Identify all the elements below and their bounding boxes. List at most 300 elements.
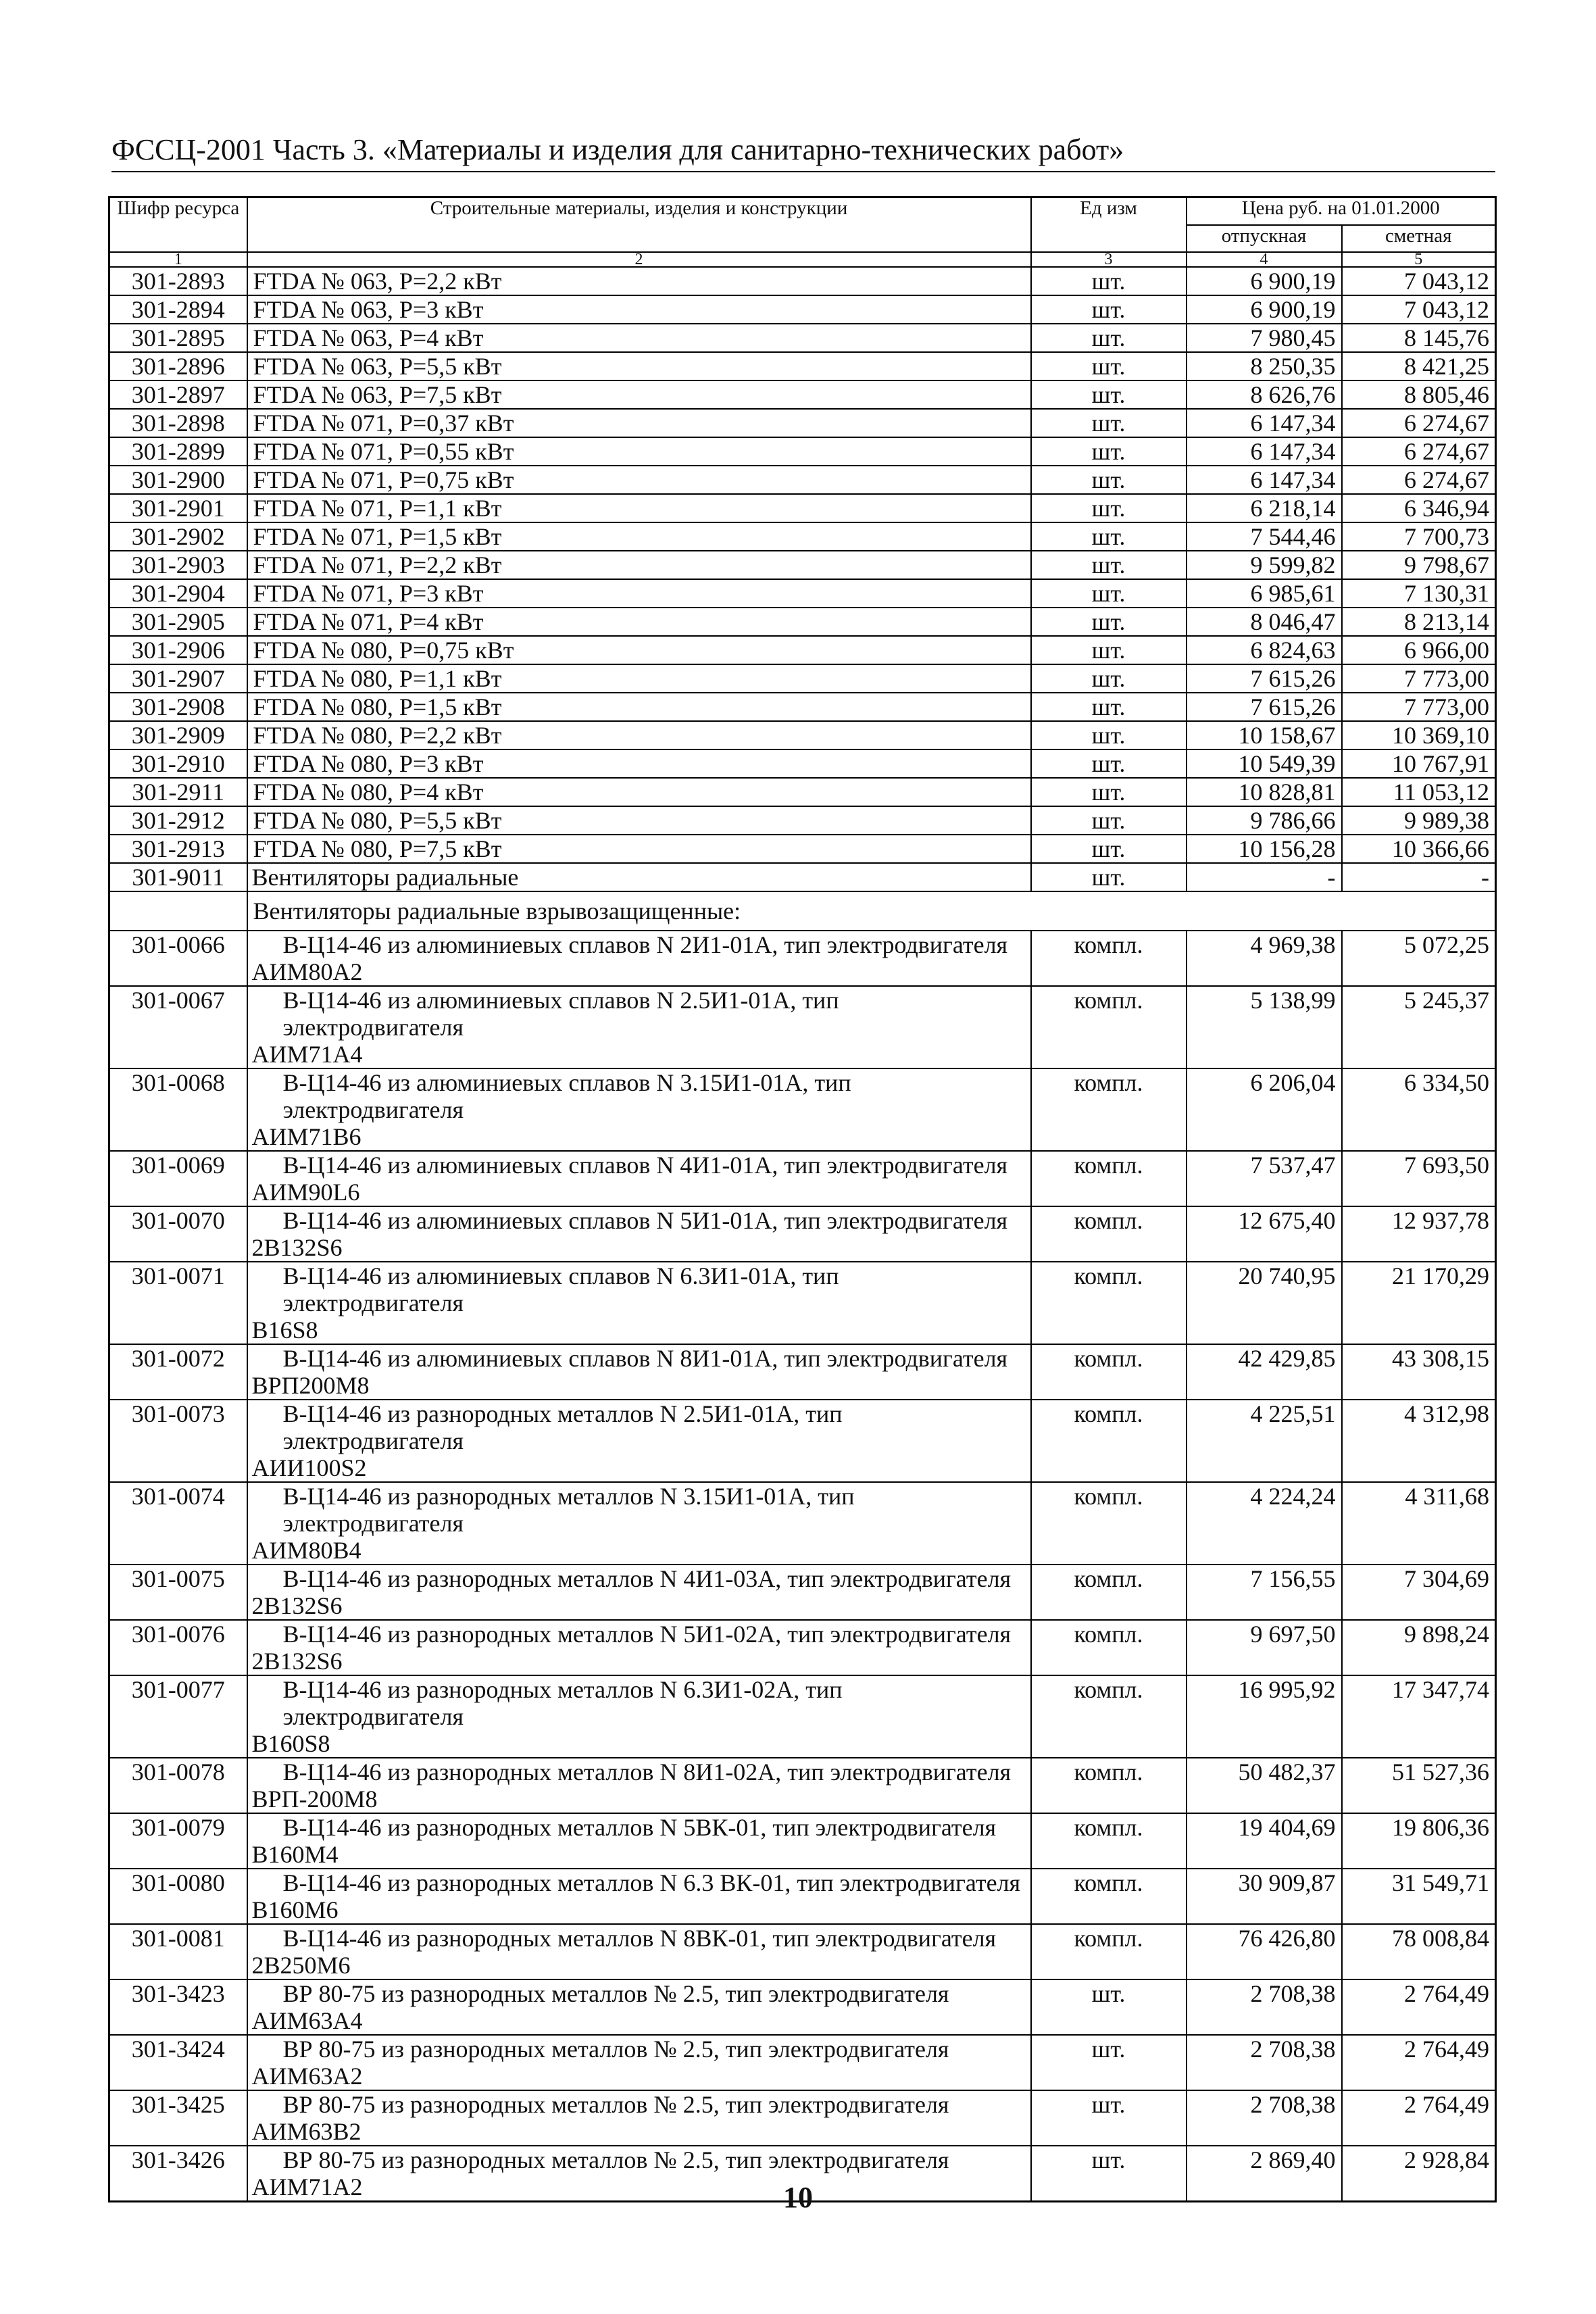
table-row	[109, 1482, 1496, 1565]
material-name-line1: ВР 80-75 из разнородных металлов № 2.5, тип электродвигателя	[282, 2035, 949, 2063]
table-row	[109, 1620, 1496, 1675]
material-name-line1: В-Ц14-46 из алюминиевых сплавов N 5И1-01А, тип электродвигателя	[282, 1206, 1008, 1234]
motor-type: 2В132S6	[251, 1592, 343, 1619]
resource-code: 301-2912	[109, 806, 247, 835]
unit: компл.	[1031, 1482, 1187, 1565]
material-name: FTDA № 071, P=0,55 кВт	[247, 437, 1031, 466]
unit: шт.	[1031, 2146, 1187, 2202]
material-name: FTDA № 071, P=4 кВт	[247, 608, 1031, 636]
page-number: 10	[783, 2181, 813, 2214]
release-price: 8 046,47	[1187, 608, 1342, 636]
unit: компл.	[1031, 1151, 1187, 1206]
release-price: 7 544,46	[1187, 522, 1342, 551]
table-row	[109, 1400, 1496, 1482]
release-price: 30 909,87	[1187, 1869, 1342, 1924]
resource-code: 301-3424	[109, 2035, 247, 2090]
material-name	[247, 2035, 1031, 2090]
motor-type: 2В250М6	[251, 1951, 351, 1979]
estimate-price: 9 798,67	[1342, 551, 1496, 579]
motor-type: АИМ80А2	[251, 958, 363, 985]
release-price: 8 626,76	[1187, 380, 1342, 409]
table-row	[109, 1675, 1496, 1758]
material-name-line1: В-Ц14-46 из алюминиевых сплавов N 4И1-01А, тип электродвигателя	[282, 1151, 1008, 1179]
release-price: 9 786,66	[1187, 806, 1342, 835]
estimate-price: 12 937,78	[1342, 1206, 1496, 1262]
release-price: 7 156,55	[1187, 1565, 1342, 1620]
material-name	[247, 2090, 1031, 2146]
material-name: FTDA № 071, P=0,75 кВт	[247, 466, 1031, 494]
resource-code: 301-2910	[109, 749, 247, 778]
resource-code: 301-0076	[109, 1620, 247, 1675]
unit: шт.	[1031, 551, 1187, 579]
resource-code: 301-2909	[109, 721, 247, 749]
material-name: FTDA № 071, P=1,1 кВт	[247, 494, 1031, 522]
material-name: FTDA № 071, P=0,37 кВт	[247, 409, 1031, 437]
estimate-price: 6 274,67	[1342, 466, 1496, 494]
estimate-price: 6 334,50	[1342, 1068, 1496, 1151]
unit: компл.	[1031, 1400, 1187, 1482]
unit: шт.	[1031, 522, 1187, 551]
unit: шт.	[1031, 267, 1187, 295]
unit: компл.	[1031, 931, 1187, 986]
material-name	[247, 1924, 1031, 1979]
estimate-price: 6 274,67	[1342, 409, 1496, 437]
estimate-price: 78 008,84	[1342, 1924, 1496, 1979]
material-name: FTDA № 063, P=3 кВт	[247, 295, 1031, 324]
table-row	[109, 551, 1496, 579]
resource-code: 301-2904	[109, 579, 247, 608]
table-row	[109, 749, 1496, 778]
release-price: 10 828,81	[1187, 778, 1342, 806]
material-name: FTDA № 080, P=2,2 кВт	[247, 721, 1031, 749]
title-rule	[111, 171, 1495, 172]
material-name	[247, 1675, 1031, 1758]
resource-code: 301-0070	[109, 1206, 247, 1262]
estimate-price: 10 366,66	[1342, 835, 1496, 863]
resource-code: 301-0073	[109, 1400, 247, 1482]
estimate-price: 43 308,15	[1342, 1344, 1496, 1400]
unit: шт.	[1031, 863, 1187, 891]
estimate-price: 6 346,94	[1342, 494, 1496, 522]
unit: компл.	[1031, 1924, 1187, 1979]
resource-code: 301-2900	[109, 466, 247, 494]
resource-code: 301-0075	[109, 1565, 247, 1620]
estimate-price: 6 966,00	[1342, 636, 1496, 664]
material-name: FTDA № 071, P=2,2 кВт	[247, 551, 1031, 579]
resource-code: 301-0077	[109, 1675, 247, 1758]
table-row	[109, 721, 1496, 749]
resource-code: 301-3423	[109, 1979, 247, 2035]
resource-code: 301-2902	[109, 522, 247, 551]
material-name	[247, 1620, 1031, 1675]
motor-type: АИМ63В2	[251, 2117, 361, 2145]
resource-code: 301-2895	[109, 324, 247, 352]
resource-code: 301-0074	[109, 1482, 247, 1565]
resource-code: 301-2906	[109, 636, 247, 664]
unit: шт.	[1031, 778, 1187, 806]
table-row	[109, 931, 1496, 986]
estimate-price: 9 898,24	[1342, 1620, 1496, 1675]
unit: компл.	[1031, 1869, 1187, 1924]
resource-code: 301-2894	[109, 295, 247, 324]
release-price: 9 697,50	[1187, 1620, 1342, 1675]
unit: шт.	[1031, 636, 1187, 664]
table-row	[109, 1813, 1496, 1869]
unit: компл.	[1031, 1565, 1187, 1620]
motor-type: АИМ90L6	[251, 1178, 360, 1206]
material-name: FTDA № 080, P=0,75 кВт	[247, 636, 1031, 664]
material-name: FTDA № 080, P=3 кВт	[247, 749, 1031, 778]
release-price: 2 708,38	[1187, 2090, 1342, 2146]
release-price: 2 708,38	[1187, 1979, 1342, 2035]
material-name	[247, 1482, 1031, 1565]
estimate-price: 4 312,98	[1342, 1400, 1496, 1482]
release-price: 6 147,34	[1187, 437, 1342, 466]
resource-code: 301-0066	[109, 931, 247, 986]
material-name-line1: ВР 80-75 из разнородных металлов № 2.5, тип электродвигателя	[282, 2090, 949, 2118]
unit: шт.	[1031, 664, 1187, 693]
table-row	[109, 380, 1496, 409]
material-name	[247, 1344, 1031, 1400]
estimate-price: 8 421,25	[1342, 352, 1496, 380]
resource-code: 301-2907	[109, 664, 247, 693]
motor-type: ВРП-200М8	[251, 1785, 378, 1813]
motor-type: АИМ71В6	[251, 1123, 361, 1150]
table-row	[109, 352, 1496, 380]
unit: шт.	[1031, 466, 1187, 494]
release-price: 8 250,35	[1187, 352, 1342, 380]
unit: шт.	[1031, 380, 1187, 409]
table-row	[109, 2035, 1496, 2090]
release-price: 2 708,38	[1187, 2035, 1342, 2090]
unit: компл.	[1031, 1344, 1187, 1400]
motor-type: АИМ71А4	[251, 1040, 363, 1068]
table-row	[109, 1068, 1496, 1151]
release-price: 7 615,26	[1187, 693, 1342, 721]
column-number: 1	[109, 252, 247, 267]
material-name	[247, 1068, 1031, 1151]
material-name-line1: В-Ц14-46 из алюминиевых сплавов N 3.15И1-01А, тип электродвигателя	[282, 1068, 851, 1123]
release-price: 2 869,40	[1187, 2146, 1342, 2202]
header-estimate-price: сметная	[1342, 225, 1496, 252]
material-name: FTDA № 080, P=1,1 кВт	[247, 664, 1031, 693]
estimate-price: 2 764,49	[1342, 1979, 1496, 2035]
table-row	[109, 1758, 1496, 1813]
unit: шт.	[1031, 352, 1187, 380]
table-row	[109, 863, 1496, 891]
release-price: -	[1187, 863, 1342, 891]
section-title: Вентиляторы радиальные взрывозащищенные:	[247, 891, 1496, 931]
release-price: 42 429,85	[1187, 1344, 1342, 1400]
table-row	[109, 2090, 1496, 2146]
unit: компл.	[1031, 1206, 1187, 1262]
resource-code: 301-2913	[109, 835, 247, 863]
resource-code: 301-0072	[109, 1344, 247, 1400]
resource-code: 301-2905	[109, 608, 247, 636]
resource-code: 301-3425	[109, 2090, 247, 2146]
estimate-price: 2 928,84	[1342, 2146, 1496, 2202]
table-row	[109, 437, 1496, 466]
release-price: 19 404,69	[1187, 1813, 1342, 1869]
estimate-price: 7 693,50	[1342, 1151, 1496, 1206]
column-number: 2	[247, 252, 1031, 267]
release-price: 6 218,14	[1187, 494, 1342, 522]
release-price: 4 224,24	[1187, 1482, 1342, 1565]
unit: компл.	[1031, 1262, 1187, 1344]
material-name: FTDA № 063, P=2,2 кВт	[247, 267, 1031, 295]
estimate-price: 6 274,67	[1342, 437, 1496, 466]
material-name-line1: В-Ц14-46 из разнородных металлов N 3.15И1-01А, тип электродвигателя	[282, 1482, 855, 1537]
resource-code: 301-0071	[109, 1262, 247, 1344]
table-row	[109, 835, 1496, 863]
release-price: 10 158,67	[1187, 721, 1342, 749]
motor-type: 2В132S6	[251, 1647, 343, 1675]
header-unit: Ед изм	[1031, 197, 1187, 252]
material-name	[247, 1206, 1031, 1262]
material-name: FTDA № 080, P=1,5 кВт	[247, 693, 1031, 721]
material-name	[247, 1151, 1031, 1206]
estimate-price: 7 043,12	[1342, 295, 1496, 324]
resource-code: 301-9011	[109, 863, 247, 891]
motor-type: АИИ100S2	[251, 1454, 367, 1481]
motor-type: АИМ63А4	[251, 2007, 363, 2034]
material-name: FTDA № 080, P=7,5 кВт	[247, 835, 1031, 863]
material-name	[247, 1565, 1031, 1620]
resource-code: 301-3426	[109, 2146, 247, 2202]
resource-code: 301-0080	[109, 1869, 247, 1924]
material-name	[247, 931, 1031, 986]
material-name	[247, 1758, 1031, 1813]
estimate-price: 7 130,31	[1342, 579, 1496, 608]
material-name	[247, 1813, 1031, 1869]
estimate-price: 7 773,00	[1342, 693, 1496, 721]
release-price: 20 740,95	[1187, 1262, 1342, 1344]
estimate-price: 8 145,76	[1342, 324, 1496, 352]
resource-code: 301-2908	[109, 693, 247, 721]
table-row	[109, 522, 1496, 551]
material-name-line1: В-Ц14-46 из алюминиевых сплавов N 2И1-01А, тип электродвигателя	[282, 931, 1008, 958]
resource-code: 301-0081	[109, 1924, 247, 1979]
unit: компл.	[1031, 1758, 1187, 1813]
material-name: FTDA № 080, P=5,5 кВт	[247, 806, 1031, 835]
release-price: 7 980,45	[1187, 324, 1342, 352]
column-number: 5	[1342, 252, 1496, 267]
column-numbers-row	[109, 252, 1496, 267]
material-name	[247, 1979, 1031, 2035]
table-row	[109, 1869, 1496, 1924]
release-price: 7 615,26	[1187, 664, 1342, 693]
motor-type: АИМ63А2	[251, 2062, 363, 2090]
material-name: FTDA № 071, P=1,5 кВт	[247, 522, 1031, 551]
unit: шт.	[1031, 324, 1187, 352]
estimate-price: 8 805,46	[1342, 380, 1496, 409]
material-name: FTDA № 063, P=7,5 кВт	[247, 380, 1031, 409]
estimate-price: 10 767,91	[1342, 749, 1496, 778]
material-name: FTDA № 063, P=5,5 кВт	[247, 352, 1031, 380]
release-price: 6 985,61	[1187, 579, 1342, 608]
release-price: 6 824,63	[1187, 636, 1342, 664]
table-row	[109, 1262, 1496, 1344]
resource-code: 301-0078	[109, 1758, 247, 1813]
unit: шт.	[1031, 835, 1187, 863]
unit: шт.	[1031, 2035, 1187, 2090]
release-price: 10 156,28	[1187, 835, 1342, 863]
section-row	[109, 891, 1496, 931]
estimate-price: 51 527,36	[1342, 1758, 1496, 1813]
unit: шт.	[1031, 806, 1187, 835]
page-title: ФССЦ-2001 Часть 3. «Материалы и изделия для санитарно-технических работ»	[111, 133, 1124, 166]
material-name-line1: В-Ц14-46 из разнородных металлов N 8И1-02А, тип электродвигателя	[282, 1758, 1012, 1786]
material-name-line1: В-Ц14-46 из алюминиевых сплавов N 6.3И1-01А, тип электродвигателя	[282, 1262, 839, 1316]
unit: компл.	[1031, 1675, 1187, 1758]
material-name-line1: В-Ц14-46 из алюминиевых сплавов N 2.5И1-01А, тип электродвигателя	[282, 986, 839, 1041]
estimate-price: 8 213,14	[1342, 608, 1496, 636]
material-name	[247, 1262, 1031, 1344]
material-name: FTDA № 063, P=4 кВт	[247, 324, 1031, 352]
table-row	[109, 778, 1496, 806]
estimate-price: 5 072,25	[1342, 931, 1496, 986]
table-row	[109, 664, 1496, 693]
resource-code: 301-2911	[109, 778, 247, 806]
resource-code: 301-2897	[109, 380, 247, 409]
estimate-price: 7 304,69	[1342, 1565, 1496, 1620]
motor-type: В160М6	[251, 1896, 339, 1923]
estimate-price: 17 347,74	[1342, 1675, 1496, 1758]
table-row	[109, 1924, 1496, 1979]
table-row	[109, 1151, 1496, 1206]
unit: шт.	[1031, 608, 1187, 636]
estimate-price: 5 245,37	[1342, 986, 1496, 1068]
motor-type: ВРП200М8	[251, 1371, 370, 1399]
unit: компл.	[1031, 986, 1187, 1068]
estimate-price: 21 170,29	[1342, 1262, 1496, 1344]
release-price: 6 147,34	[1187, 466, 1342, 494]
material-name-line1: В-Ц14-46 из алюминиевых сплавов N 8И1-01А, тип электродвигателя	[282, 1344, 1008, 1372]
unit: компл.	[1031, 1068, 1187, 1151]
resource-code: 301-2903	[109, 551, 247, 579]
unit: шт.	[1031, 409, 1187, 437]
table-row	[109, 295, 1496, 324]
table-row	[109, 267, 1496, 295]
material-name-line1: В-Ц14-46 из разнородных металлов N 6.3 ВК-01, тип электродвигателя	[282, 1869, 1021, 1896]
release-price: 4 969,38	[1187, 931, 1342, 986]
release-price: 16 995,92	[1187, 1675, 1342, 1758]
release-price: 4 225,51	[1187, 1400, 1342, 1482]
table-row	[109, 1979, 1496, 2035]
table-row	[109, 579, 1496, 608]
material-name	[247, 1869, 1031, 1924]
release-price: 12 675,40	[1187, 1206, 1342, 1262]
unit: шт.	[1031, 437, 1187, 466]
resource-code: 301-2901	[109, 494, 247, 522]
header-code: Шифр ресурса	[109, 197, 247, 252]
release-price: 6 900,19	[1187, 267, 1342, 295]
resource-code: 301-2893	[109, 267, 247, 295]
resource-code: 301-0069	[109, 1151, 247, 1206]
header-release-price: отпускная	[1187, 225, 1342, 252]
unit: компл.	[1031, 1620, 1187, 1675]
material-name-line1: В-Ц14-46 из разнородных металлов N 5ВК-01, тип электродвигателя	[282, 1813, 997, 1841]
material-name	[247, 1400, 1031, 1482]
table-row	[109, 693, 1496, 721]
estimate-price: -	[1342, 863, 1496, 891]
estimate-price: 9 989,38	[1342, 806, 1496, 835]
release-price: 6 900,19	[1187, 295, 1342, 324]
table-row	[109, 1344, 1496, 1400]
release-price: 5 138,99	[1187, 986, 1342, 1068]
resource-code: 301-0068	[109, 1068, 247, 1151]
material-name-line1: В-Ц14-46 из разнородных металлов N 5И1-02А, тип электродвигателя	[282, 1620, 1012, 1648]
header-name: Строительные материалы, изделия и конструкции	[247, 197, 1031, 252]
table-row	[109, 608, 1496, 636]
release-price: 10 549,39	[1187, 749, 1342, 778]
material-name: Вентиляторы радиальные	[247, 863, 1031, 891]
price-table	[108, 196, 1497, 2202]
table-row	[109, 1206, 1496, 1262]
estimate-price: 19 806,36	[1342, 1813, 1496, 1869]
motor-type: 2В132S6	[251, 1233, 343, 1261]
unit: шт.	[1031, 295, 1187, 324]
material-name-line1: ВР 80-75 из разнородных металлов № 2.5, тип электродвигателя	[282, 1979, 949, 2007]
resource-code: 301-0079	[109, 1813, 247, 1869]
unit: шт.	[1031, 579, 1187, 608]
unit: компл.	[1031, 1813, 1187, 1869]
material-name-line1: В-Ц14-46 из разнородных металлов N 2.5И1-01А, тип электродвигателя	[282, 1400, 843, 1454]
table-row	[109, 1565, 1496, 1620]
table-row	[109, 986, 1496, 1068]
release-price: 9 599,82	[1187, 551, 1342, 579]
column-number: 3	[1031, 252, 1187, 267]
unit: шт.	[1031, 749, 1187, 778]
material-name: FTDA № 071, P=3 кВт	[247, 579, 1031, 608]
release-price: 76 426,80	[1187, 1924, 1342, 1979]
resource-code: 301-2899	[109, 437, 247, 466]
estimate-price: 2 764,49	[1342, 2035, 1496, 2090]
release-price: 50 482,37	[1187, 1758, 1342, 1813]
release-price: 6 206,04	[1187, 1068, 1342, 1151]
motor-type: АИМ71А2	[251, 2173, 363, 2200]
motor-type: В160М4	[251, 1840, 339, 1868]
column-number: 4	[1187, 252, 1342, 267]
motor-type: В160S8	[251, 1729, 330, 1757]
material-name	[247, 986, 1031, 1068]
header-price-group: Цена руб. на 01.01.2000	[1187, 197, 1496, 225]
estimate-price: 7 043,12	[1342, 267, 1496, 295]
resource-code: 301-0067	[109, 986, 247, 1068]
material-name-line1: В-Ц14-46 из разнородных металлов N 4И1-03А, тип электродвигателя	[282, 1565, 1012, 1592]
unit: шт.	[1031, 2090, 1187, 2146]
estimate-price: 10 369,10	[1342, 721, 1496, 749]
table-row	[109, 409, 1496, 437]
table-row	[109, 636, 1496, 664]
estimate-price: 31 549,71	[1342, 1869, 1496, 1924]
material-name: FTDA № 080, P=4 кВт	[247, 778, 1031, 806]
section-code-cell	[109, 891, 247, 931]
resource-code: 301-2896	[109, 352, 247, 380]
table-row	[109, 324, 1496, 352]
estimate-price: 11 053,12	[1342, 778, 1496, 806]
resource-code: 301-2898	[109, 409, 247, 437]
release-price: 6 147,34	[1187, 409, 1342, 437]
unit: шт.	[1031, 1979, 1187, 2035]
table-row	[109, 806, 1496, 835]
unit: шт.	[1031, 494, 1187, 522]
table-row	[109, 494, 1496, 522]
motor-type: АИМ80В4	[251, 1536, 361, 1564]
unit: шт.	[1031, 721, 1187, 749]
estimate-price: 4 311,68	[1342, 1482, 1496, 1565]
material-name-line1: В-Ц14-46 из разнородных металлов N 6.3И1-02А, тип электродвигателя	[282, 1675, 843, 1730]
